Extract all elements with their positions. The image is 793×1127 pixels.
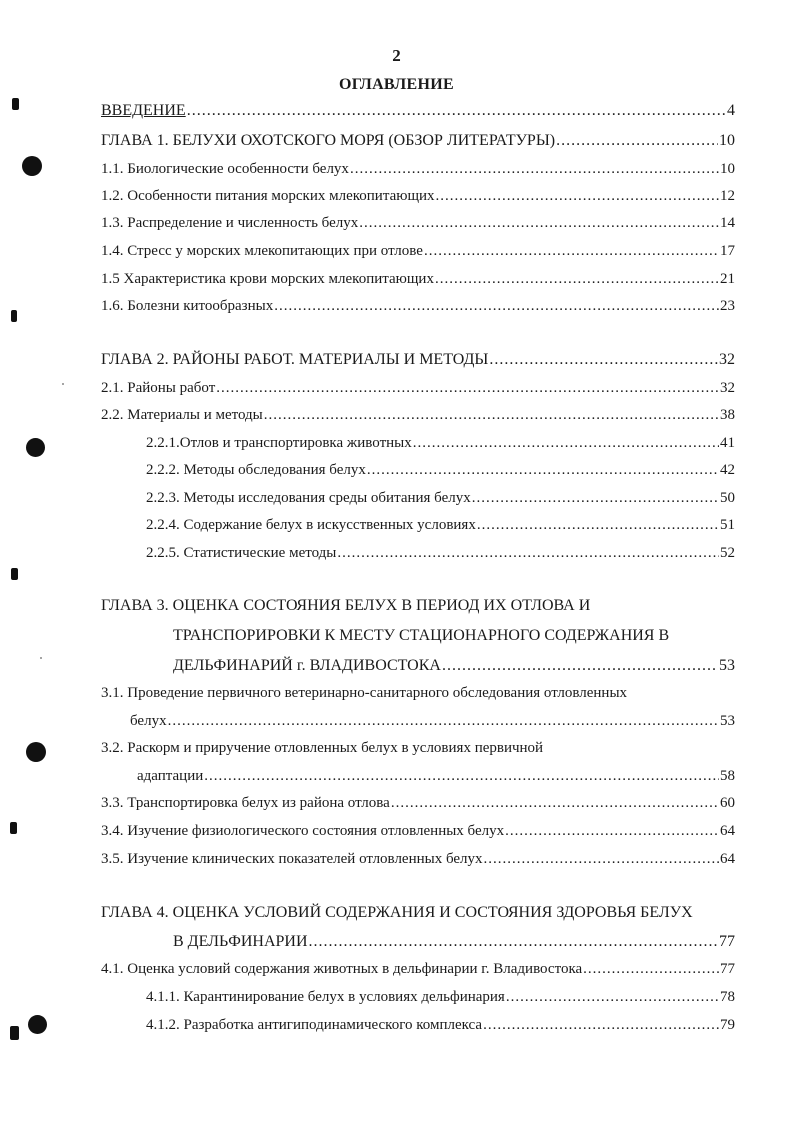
dot-leader — [489, 350, 718, 370]
page-number: 2 — [392, 46, 401, 65]
toc-entry-title: 1.4. Стресс у морских млекопитающих при отлове — [101, 243, 423, 259]
dot-leader — [359, 213, 719, 233]
toc-entry-page: 53 — [719, 657, 735, 674]
toc-entry-page: 78 — [720, 989, 735, 1005]
punch-mark — [10, 1026, 19, 1040]
punch-hole — [28, 1015, 47, 1034]
dot-leader — [413, 433, 719, 453]
dot-leader — [264, 405, 719, 425]
toc-entry-chapter-3-line-1 — [101, 596, 735, 616]
toc-entry-title: 3.5. Изучение клинических показателей отловленных белух — [101, 851, 483, 867]
dot-leader — [505, 821, 719, 841]
dot-leader — [506, 987, 719, 1007]
dot-leader — [435, 269, 719, 289]
toc-entry-title: В ДЕЛЬФИНАРИИ — [173, 933, 308, 950]
toc-entry-page: 79 — [720, 1017, 735, 1033]
dot-leader — [442, 656, 718, 676]
toc-entry-3-2-line-1 — [101, 738, 735, 758]
toc-entry-2-2 — [101, 405, 735, 425]
scan-speck — [62, 383, 64, 385]
toc-entry-3-1-line-1 — [101, 683, 735, 703]
dot-leader — [168, 711, 719, 731]
toc-entry-page: 77 — [719, 933, 735, 950]
dot-leader — [484, 849, 719, 869]
toc-entry-page: 10 — [720, 161, 735, 177]
toc-entry-title: 1.5 Характеристика крови морских млекопитающих — [101, 271, 434, 287]
toc-entry-page: 64 — [720, 851, 735, 867]
punch-mark — [11, 310, 17, 322]
toc-entry-title: ВВЕДЕНИЕ — [101, 102, 186, 119]
toc-entry-chapter-3 — [173, 656, 735, 676]
toc-entry-page: 53 — [720, 713, 735, 729]
toc-entry-1-6 — [101, 296, 735, 316]
dot-leader — [477, 515, 719, 535]
toc-entry-page: 52 — [720, 545, 735, 561]
toc-entry-title: 3.3. Транспортировка белух из района отлова — [101, 795, 390, 811]
toc-entry-chapter-3-line-2 — [173, 626, 735, 646]
toc-entry-title: 2.1. Районы работ — [101, 380, 216, 396]
toc-entry-title: 4.1.1. Карантинирование белух в условиях дельфинария — [146, 989, 505, 1005]
toc-entry-page: 10 — [719, 132, 735, 149]
dot-leader — [391, 793, 719, 813]
toc-entry-4-1-2 — [146, 1015, 735, 1035]
page-title: ОГЛАВЛЕНИЕ — [339, 76, 454, 93]
toc-entry-page: 42 — [720, 462, 735, 478]
toc-entry-title: 2.2.3. Методы исследования среды обитания белух — [146, 490, 471, 506]
toc-entry-chapter-4-line-1 — [101, 903, 741, 923]
toc-entry-title: ГЛАВА 1. БЕЛУХИ ОХОТСКОГО МОРЯ (ОБЗОР ЛИТЕРАТУРЫ) — [101, 132, 556, 149]
punch-hole — [26, 438, 45, 457]
toc-entry-title: 2.2.2. Методы обследования белух — [146, 462, 366, 478]
toc-entry-page: 58 — [720, 768, 735, 784]
toc-entry-intro — [101, 101, 735, 121]
toc-entry-page: 4 — [727, 102, 735, 119]
toc-entry-1-1 — [101, 159, 735, 179]
dot-leader — [337, 543, 719, 563]
toc-entry-page: 17 — [720, 243, 735, 259]
toc-entry-title: 1.2. Особенности питания морских млекопитающих — [101, 188, 435, 204]
dot-leader — [483, 1015, 719, 1035]
toc-entry-2-2-2 — [146, 460, 735, 480]
dot-leader — [436, 186, 719, 206]
dot-leader — [216, 378, 719, 398]
toc-entry-4-1 — [101, 959, 735, 979]
toc-entry-title: 1.6. Болезни китообразных — [101, 298, 274, 314]
toc-entry-1-4 — [101, 241, 735, 261]
toc-entry-page: 23 — [720, 298, 735, 314]
toc-entry-title: 3.4. Изучение физиологического состояния отловленных белух — [101, 823, 505, 839]
toc-entry-3-3 — [101, 793, 735, 813]
toc-entry-title: ТРАНСПОРИРОВКИ К МЕСТУ СТАЦИОНАРНОГО СОДЕРЖАНИЯ В — [173, 627, 670, 644]
toc-entry-page: 50 — [720, 490, 735, 506]
toc-entry-title: 2.2. Материалы и методы — [101, 407, 263, 423]
toc-entry-2-2-3 — [146, 488, 735, 508]
punch-hole — [22, 156, 42, 176]
toc-entry-page: 12 — [720, 188, 735, 204]
toc-entry-title: адаптации — [137, 768, 204, 784]
toc-entry-1-5 — [101, 269, 735, 289]
toc-entry-1-2 — [101, 186, 735, 206]
toc-entry-3-2 — [137, 766, 735, 786]
toc-entry-page: 32 — [720, 380, 735, 396]
scan-speck — [40, 657, 42, 659]
dot-leader — [204, 766, 719, 786]
toc-entry-page: 77 — [720, 961, 735, 977]
dot-leader — [187, 101, 726, 121]
dot-leader — [472, 488, 719, 508]
punch-mark — [10, 822, 17, 834]
toc-entry-3-5 — [101, 849, 735, 869]
toc-entry-title: ГЛАВА 4. ОЦЕНКА УСЛОВИЙ СОДЕРЖАНИЯ И СОСТОЯНИЯ ЗДОРОВЬЯ БЕЛУХ — [101, 904, 693, 921]
punch-mark — [12, 98, 19, 110]
toc-entry-page: 51 — [720, 517, 735, 533]
toc-entry-title: ГЛАВА 3. ОЦЕНКА СОСТОЯНИЯ БЕЛУХ В ПЕРИОД ИХ ОТЛОВА И — [101, 597, 591, 614]
toc-entry-page: 32 — [719, 351, 735, 368]
dot-leader — [556, 131, 718, 151]
dot-leader — [350, 159, 719, 179]
toc-entry-page: 41 — [720, 435, 735, 451]
toc-entry-2-2-1 — [146, 433, 735, 453]
toc-entry-1-3 — [101, 213, 735, 233]
toc-entry-title: 3.1. Проведение первичного ветеринарно-санитарного обследования отловленных — [101, 685, 628, 701]
toc-entry-title: 2.2.5. Статистические методы — [146, 545, 337, 561]
toc-entry-page: 64 — [720, 823, 735, 839]
dot-leader — [424, 241, 719, 261]
toc-entry-3-1 — [130, 711, 735, 731]
dot-leader — [274, 296, 719, 316]
toc-entry-title: 1.3. Распределение и численность белух — [101, 215, 359, 231]
toc-entry-3-4 — [101, 821, 735, 841]
dot-leader — [309, 932, 719, 952]
punch-mark — [11, 568, 18, 580]
toc-entry-page: 14 — [720, 215, 735, 231]
toc-entry-2-2-4 — [146, 515, 735, 535]
dot-leader — [367, 460, 719, 480]
toc-entry-title: 3.2. Раскорм и приручение отловленных белух в условиях первичной — [101, 740, 544, 756]
toc-entry-title: 1.1. Биологические особенности белух — [101, 161, 349, 177]
toc-entry-title: 2.2.4. Содержание белух в искусственных условиях — [146, 517, 476, 533]
toc-entry-chapter-1 — [101, 131, 735, 151]
toc-entry-title: 4.1.2. Разработка антигиподинамического комплекса — [146, 1017, 483, 1033]
toc-entry-chapter-2 — [101, 350, 735, 370]
toc-entry-title: ГЛАВА 2. РАЙОНЫ РАБОТ. МАТЕРИАЛЫ И МЕТОДЫ — [101, 351, 489, 368]
toc-entry-title: белух — [130, 713, 167, 729]
toc-entry-title: 2.2.1.Отлов и транспортировка животных — [146, 435, 412, 451]
toc-entry-chapter-4 — [173, 932, 735, 952]
toc-entry-title: ДЕЛЬФИНАРИЙ г. ВЛАДИВОСТОКА — [173, 657, 441, 674]
toc-entry-4-1-1 — [146, 987, 735, 1007]
toc-entry-page: 21 — [720, 271, 735, 287]
dot-leader — [583, 959, 719, 979]
toc-entry-2-2-5 — [146, 543, 735, 563]
toc-entry-page: 38 — [720, 407, 735, 423]
toc-entry-title: 4.1. Оценка условий содержания животных в дельфинарии г. Владивостока — [101, 961, 583, 977]
toc-entry-page: 60 — [720, 795, 735, 811]
punch-hole — [26, 742, 46, 762]
toc-entry-2-1 — [101, 378, 735, 398]
